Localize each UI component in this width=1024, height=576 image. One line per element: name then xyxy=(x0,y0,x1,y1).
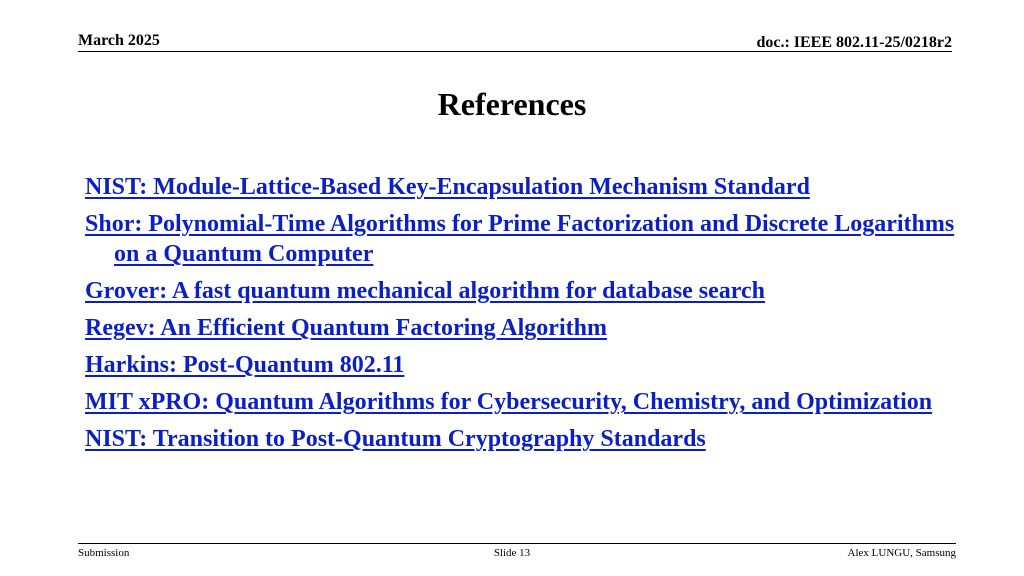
reference-link-nist-ml-kem[interactable]: NIST: Module-Lattice-Based Key-Encapsulation Mechanism Standard xyxy=(85,174,810,200)
reference-item xyxy=(85,350,965,380)
reference-item xyxy=(85,172,965,202)
reference-item xyxy=(85,209,965,269)
footer-submission: Submission xyxy=(78,547,130,559)
header-doc-id: doc.: IEEE 802.11-25/0218r2 xyxy=(756,34,952,51)
footer-divider xyxy=(78,543,956,544)
reference-link-mit-xpro[interactable]: MIT xPRO: Quantum Algorithms for Cybersecurity, Chemistry, and Optimization xyxy=(85,389,933,415)
slide-title: References xyxy=(437,86,587,122)
reference-link-shor[interactable]: Shor: Polynomial-Time Algorithms for Prime Factorization and Discrete Logarithms on a Quantum Computer xyxy=(85,211,955,267)
reference-item xyxy=(85,313,965,343)
header-divider xyxy=(78,51,952,52)
reference-item xyxy=(85,276,965,306)
footer-slide-number: Slide 13 xyxy=(493,547,531,559)
reference-item xyxy=(85,387,965,417)
reference-link-regev[interactable]: Regev: An Efficient Quantum Factoring Algorithm xyxy=(85,315,607,341)
reference-list xyxy=(85,172,965,461)
footer-author: Alex LUNGU, Samsung xyxy=(847,547,956,559)
reference-link-grover[interactable]: Grover: A fast quantum mechanical algorithm for database search xyxy=(85,278,765,304)
reference-item xyxy=(85,424,965,454)
header-date: March 2025 xyxy=(78,32,160,49)
reference-link-harkins[interactable]: Harkins: Post-Quantum 802.11 xyxy=(85,352,405,378)
reference-link-nist-transition[interactable]: NIST: Transition to Post-Quantum Cryptography Standards xyxy=(85,426,706,452)
